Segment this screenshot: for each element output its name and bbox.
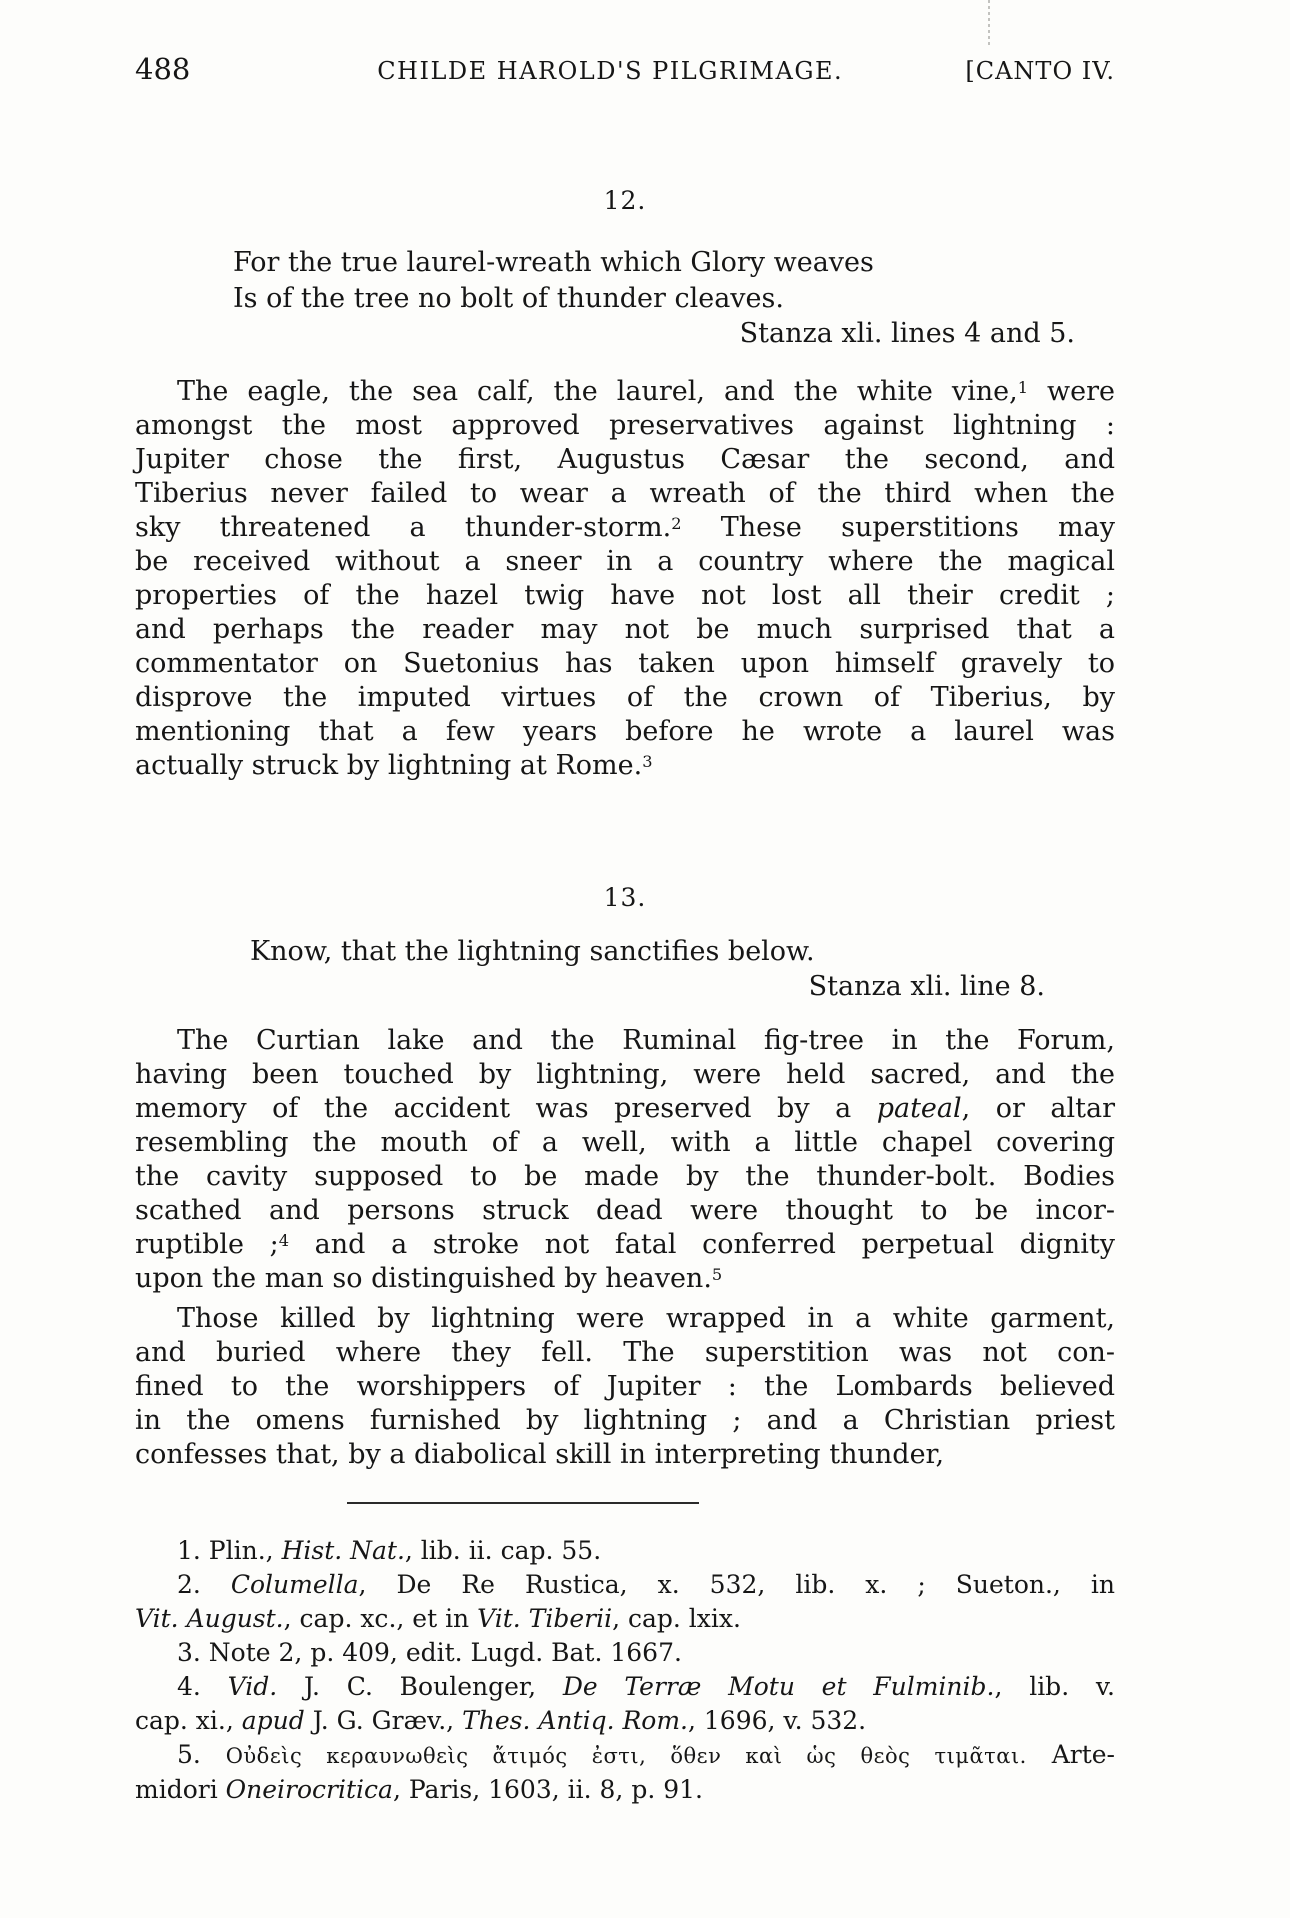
text-line: and perhaps the reader may not be much surprised that a <box>135 614 1115 645</box>
section-12 <box>135 186 1115 783</box>
verse-quote <box>135 934 1115 970</box>
text-line: ruptible ;$^4$ and a stroke not fatal conferred perpetual dignity <box>135 1229 1115 1260</box>
footnote-rule <box>347 1502 699 1504</box>
text-line: sky threatened a thunder-storm.$^2$ These superstitions may <box>135 512 1115 543</box>
footnote-2 <box>135 1568 1115 1636</box>
text-line: properties of the hazel twig have not lost all their credit ; <box>135 580 1115 611</box>
canto-header: [CANTO IV. <box>965 57 1115 85</box>
text-line: 1. Plin., Hist. Nat., lib. ii. cap. 55. <box>177 1536 602 1565</box>
text-line: 5. Οὐδεὶς κεραυνωθεὶς ἄτιμός ἐστι, ὅθεν καὶ ὡς θεὸς τιμᾶται. Arte- <box>177 1740 1115 1769</box>
text-line: mentioning that a few years before he wrote a laurel was <box>135 716 1115 747</box>
text-line: 2. Columella, De Re Rustica, x. 532, lib. x. ; Sueton., in <box>177 1570 1115 1599</box>
text-line: Those killed by lightning were wrapped in a white garment, <box>177 1303 1115 1334</box>
text-line: For the true laurel-wreath which Glory weaves <box>233 247 874 278</box>
text-line: Vit. August., cap. xc., et in Vit. Tiberii, cap. lxix. <box>135 1604 741 1633</box>
footnote-4 <box>135 1670 1115 1738</box>
text-line: Jupiter chose the first, Augustus Cæsar the second, and <box>135 444 1115 475</box>
text-line: Is of the tree no bolt of thunder cleaves. <box>233 283 784 314</box>
paragraph <box>135 1024 1115 1296</box>
text-line: The eagle, the sea calf, the laurel, and the white vine,$^1$ were <box>177 376 1115 407</box>
section-number: 12. <box>603 186 647 215</box>
text-line: upon the man so distinguished by heaven.$^5$ <box>135 1263 723 1294</box>
text-line: scathed and persons struck dead were thought to be incor- <box>135 1195 1115 1226</box>
text-line: The Curtian lake and the Ruminal fig-tree in the Forum, <box>177 1025 1115 1056</box>
verse-quote <box>135 245 1115 317</box>
text-line: confesses that, by a diabolical skill in interpreting thunder, <box>135 1439 945 1470</box>
text-line: fined to the worshippers of Jupiter : the Lombards believed <box>135 1371 1115 1402</box>
text-line: midori Oneirocritica, Paris, 1603, ii. 8, p. 91. <box>135 1775 703 1804</box>
text-line: commentator on Suetonius has taken upon himself gravely to <box>135 648 1115 679</box>
text-line: Tiberius never failed to wear a wreath of the third when the <box>135 478 1115 509</box>
text-line: 4. Vid. J. C. Boulenger, De Terræ Motu et Fulminib., lib. v. <box>177 1672 1116 1701</box>
footnotes <box>135 1534 1115 1807</box>
text-line: Know, that the lightning sanctifies below. <box>250 936 815 967</box>
text-line: cap. xi., apud J. G. Græv., Thes. Antiq. Rom., 1696, v. 532. <box>135 1706 867 1735</box>
footnote-1 <box>135 1534 1115 1568</box>
text-line: amongst the most approved preservatives against lightning : <box>135 410 1115 441</box>
text-line: memory of the accident was preserved by a pateal, or altar <box>135 1093 1115 1124</box>
text-line: resembling the mouth of a well, with a little chapel covering <box>135 1127 1115 1158</box>
section-number: 13. <box>603 883 647 912</box>
running-title: CHILDE HAROLD'S PILGRIMAGE. <box>377 57 844 85</box>
text-line: having been touched by lightning, were held sacred, and the <box>135 1059 1115 1090</box>
stanza-attribution: Stanza xli. line 8. <box>808 971 1045 1002</box>
text-line: disprove the imputed virtues of the crown of Tiberius, by <box>135 682 1115 713</box>
text-line: actually struck by lightning at Rome.$^3$ <box>135 750 653 781</box>
paragraph <box>135 1302 1115 1472</box>
text-column <box>135 0 1115 1807</box>
footnote-3 <box>135 1636 1115 1670</box>
text-line: 3. Note 2, p. 409, edit. Lugd. Bat. 1667. <box>177 1638 682 1667</box>
paragraph <box>135 375 1115 783</box>
page-number: 488 <box>135 52 191 86</box>
text-line: be received without a sneer in a country where the magical <box>135 546 1115 577</box>
text-line: and buried where they fell. The superstition was not con- <box>135 1337 1115 1368</box>
running-header <box>135 52 1115 86</box>
stanza-attribution: Stanza xli. lines 4 and 5. <box>739 318 1075 349</box>
text-line: in the omens furnished by lightning ; and a Christian priest <box>135 1405 1115 1436</box>
text-line: the cavity supposed to be made by the thunder-bolt. Bodies <box>135 1161 1115 1192</box>
section-13 <box>135 883 1115 1472</box>
footnote-5 <box>135 1738 1115 1807</box>
